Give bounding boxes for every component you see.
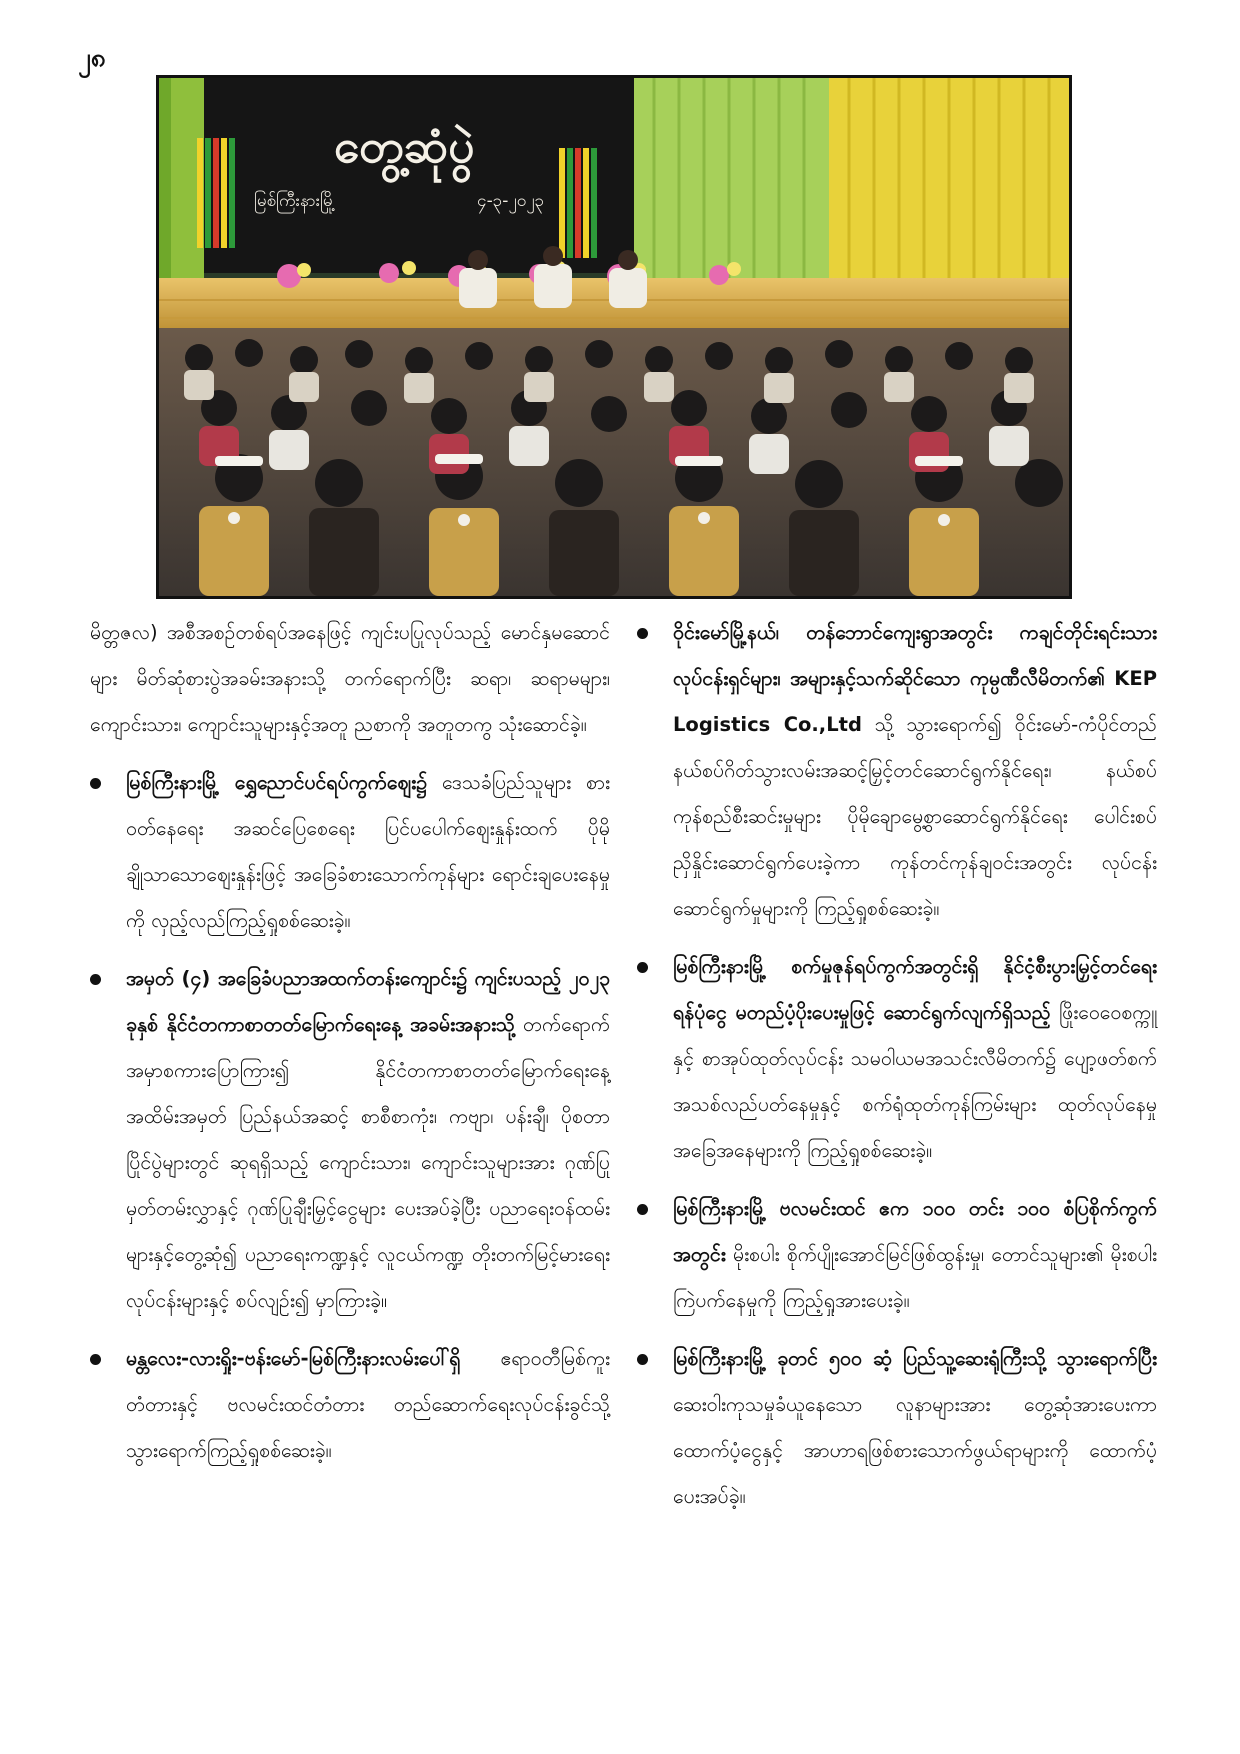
bullet-text: သို့ သွားရောက်၍ ဝိုင်းမော်-ကံပိုင်တည် နယ်စပ်ဂိတ်သွားလမ်းအဆင့်မြှင့်တင်ဆောင်ရွက်နိုင်ရေး၊ နယ်စပ်ကုန်စည်စီးဆင်းမှုများ ပိုမိုချောမွေ့စွာဆောင်ရွက်နိုင်ရေး ပေါင်းစပ်ညှိနှိုင်းဆောင်ရွက်ပေးခဲ့ကာ ကုန်တင်ကုန်ချဝင်းအတွင်း လုပ်ငန်းဆောင်ရွက်မှုများကို ကြည့်ရှုစစ်ဆေးခဲ့။ — [673, 713, 1157, 920]
bullet-text: ဖြိုးဝေဝေစက္ကူနှင့် စာအုပ်ထုတ်လုပ်ငန်း သမဝါယမအသင်းလီမိတက်၌ ပျော့ဖတ်စက်အသစ်လည်ပတ်နေမှုနှင့် စက်ရုံထုတ်ကုန်ကြမ်းများ ထုတ်လုပ်နေမှု အခြေအနေများကို ကြည့်ရှုစစ်ဆေးခဲ့။ — [673, 1001, 1157, 1162]
left-column — [90, 610, 610, 1486]
banner-date: ၄-၃-၂၀၂၃ — [477, 191, 545, 211]
flag-group-right — [559, 148, 597, 258]
bullet-text: ဧရာဝတီမြစ်ကူးတံတားနှင့် ဗလမင်းထင်တံတား တည်ဆောက်ရေးလုပ်ငန်းခွင်သို့ သွားရောက်ကြည့်ရှုစစ်ဆေးခဲ့။ — [126, 1347, 610, 1462]
bullet-dot-icon — [637, 962, 648, 973]
left-bullet-item — [90, 760, 610, 944]
left-bullet-item — [90, 1336, 610, 1474]
right-bullet-item — [637, 1186, 1157, 1324]
flag-group-left — [197, 138, 235, 248]
right-bullet-item — [637, 1336, 1157, 1520]
page-number: ၂၈ — [78, 43, 106, 73]
left-bullet-item — [90, 956, 610, 1324]
left-continuation-paragraph: မိတ္တဇလ) အစီအစဉ်တစ်ရပ်အနေဖြင့် ကျင်းပပြုလုပ်သည့် မောင်နှမဆောင်များ မိတ်ဆုံစားပွဲအခမ်းအနားသို့ တက်ရောက်ပြီး ဆရာ၊ ဆရာမများ၊ ကျောင်းသား၊ ကျောင်းသူများနှင့်အတူ ညစာကို အတူတကွ သုံးဆောင်ခဲ့။ — [90, 621, 610, 736]
bullet-lead: မန္တလေး-လားရှိုး-ဗန်းမော်-မြစ်ကြီးနားလမ်းပေါ်ရှိ — [126, 1347, 461, 1370]
bullet-dot-icon — [90, 1354, 101, 1365]
bullet-text: ဆေးဝါးကုသမှုခံယူနေသော လူနာများအား တွေ့ဆုံအားပေးကာ ထောက်ပံ့ငွေနှင့် အာဟာရဖြစ်စားသောက်ဖွယ်ရာများကို ထောက်ပံ့ပေးအပ်ခဲ့။ — [673, 1393, 1157, 1508]
bullet-dot-icon — [637, 1204, 648, 1215]
bullet-lead: အမှတ် (၄) အခြေခံပညာအထက်တန်းကျောင်း၌ ကျင်းပသည့် ၂၀၂၃ ခုနှစ် နိုင်ငံတကာစာတတ်မြောက်ရေးနေ့ အခမ်းအနားသို့ — [126, 967, 610, 1036]
bullet-lead: မြစ်ကြီးနားမြို့ စက်မှုဇုန်ရပ်ကွက်အတွင်းရှိ နိုင်ငံ့စီးပွားမြှင့်တင်ရေးရန်ပုံငွေ မတည်ပံ့ပိုးပေးမှုဖြင့် ဆောင်ရွက်လျက်ရှိသည့် — [673, 955, 1157, 1024]
bullet-text: မိုးစပါး စိုက်ပျိုးအောင်မြင်ဖြစ်ထွန်းမှု၊ တောင်သူများ၏ မိုးစပါးကြဲပက်နေမှုကို ကြည့်ရှုအားပေးခဲ့။ — [673, 1243, 1157, 1312]
right-column — [637, 610, 1157, 1532]
banner-title: တွေ့ဆုံပွဲ — [334, 119, 475, 173]
banner-place: မြစ်ကြီးနားမြို့ — [254, 191, 336, 211]
bullet-dot-icon — [637, 1354, 648, 1365]
bullet-dot-icon — [637, 628, 648, 639]
bullet-dot-icon — [90, 778, 101, 789]
right-bullet-item — [637, 944, 1157, 1174]
meeting-photo — [156, 75, 1072, 599]
right-bullet-item — [637, 610, 1157, 932]
bullet-text: ဒေသခံပြည်သူများ စားဝတ်နေရေး အဆင်ပြေစေရေး ပြင်ပပေါက်ဈေးနှုန်းထက် ပိုမိုချိုသာသောဈေးနှုန်းဖြင့် အခြေခံစားသောက်ကုန်များ ရောင်းချပေးနေမှုကို လှည့်လည်ကြည့်ရှုစစ်ဆေးခဲ့။ — [126, 771, 610, 932]
bullet-lead: မြစ်ကြီးနားမြို့ ဗလမင်းထင် ဧက ၁၀၀ တင်း ၁၀၀ စံပြစိုက်ကွက်အတွင်း — [673, 1197, 1157, 1266]
bullet-lead: မြစ်ကြီးနားမြို့ ခုတင် ၅၀၀ ဆံ့ ပြည်သူ့ဆေးရုံကြီးသို့ သွားရောက်ပြီး — [673, 1347, 1157, 1370]
bullet-lead: ဝိုင်းမော်မြို့နယ်၊ တန်ဘောင်ကျေးရွာအတွင်း ကချင်တိုင်းရင်းသားလုပ်ငန်းရှင်များ၊ အများနှင့်သက်ဆိုင်သော ကုမ္ပဏီလီမိတက်၏ KEP Logistics Co.,Ltd — [673, 621, 1157, 736]
bullet-dot-icon — [90, 974, 101, 985]
meeting-photo-illustration — [159, 78, 1069, 596]
bullet-lead: မြစ်ကြီးနားမြို့ ရွှေညောင်ပင်ရပ်ကွက်ဈေး၌ — [126, 771, 427, 794]
bullet-text: တက်ရောက်အမှာစကားပြောကြား၍ နိုင်ငံတကာစာတတ်မြောက်ရေးနေ့ အထိမ်းအမှတ် ပြည်နယ်အဆင့် စာစီစာကုံး၊ ကဗျာ၊ ပန်းချီ၊ ပိုစတာပြိုင်ပွဲများတွင် ဆုရရှိသည့် ကျောင်းသား၊ ကျောင်းသူများအား ဂုဏ်ပြုမှတ်တမ်းလွှာနှင့် ဂုဏ်ပြုချီးမြှင့်ငွေများ ပေးအပ်ခဲ့ပြီး ပညာရေးဝန်ထမ်းများနှင့်တွေ့ဆုံ၍ ပညာရေးကဏ္ဍနှင့် လူငယ်ကဏ္ဍ တိုးတက်မြင့်မားရေးလုပ်ငန်းများနှင့် စပ်လျဉ်း၍ မှာကြားခဲ့။ — [126, 1013, 610, 1312]
